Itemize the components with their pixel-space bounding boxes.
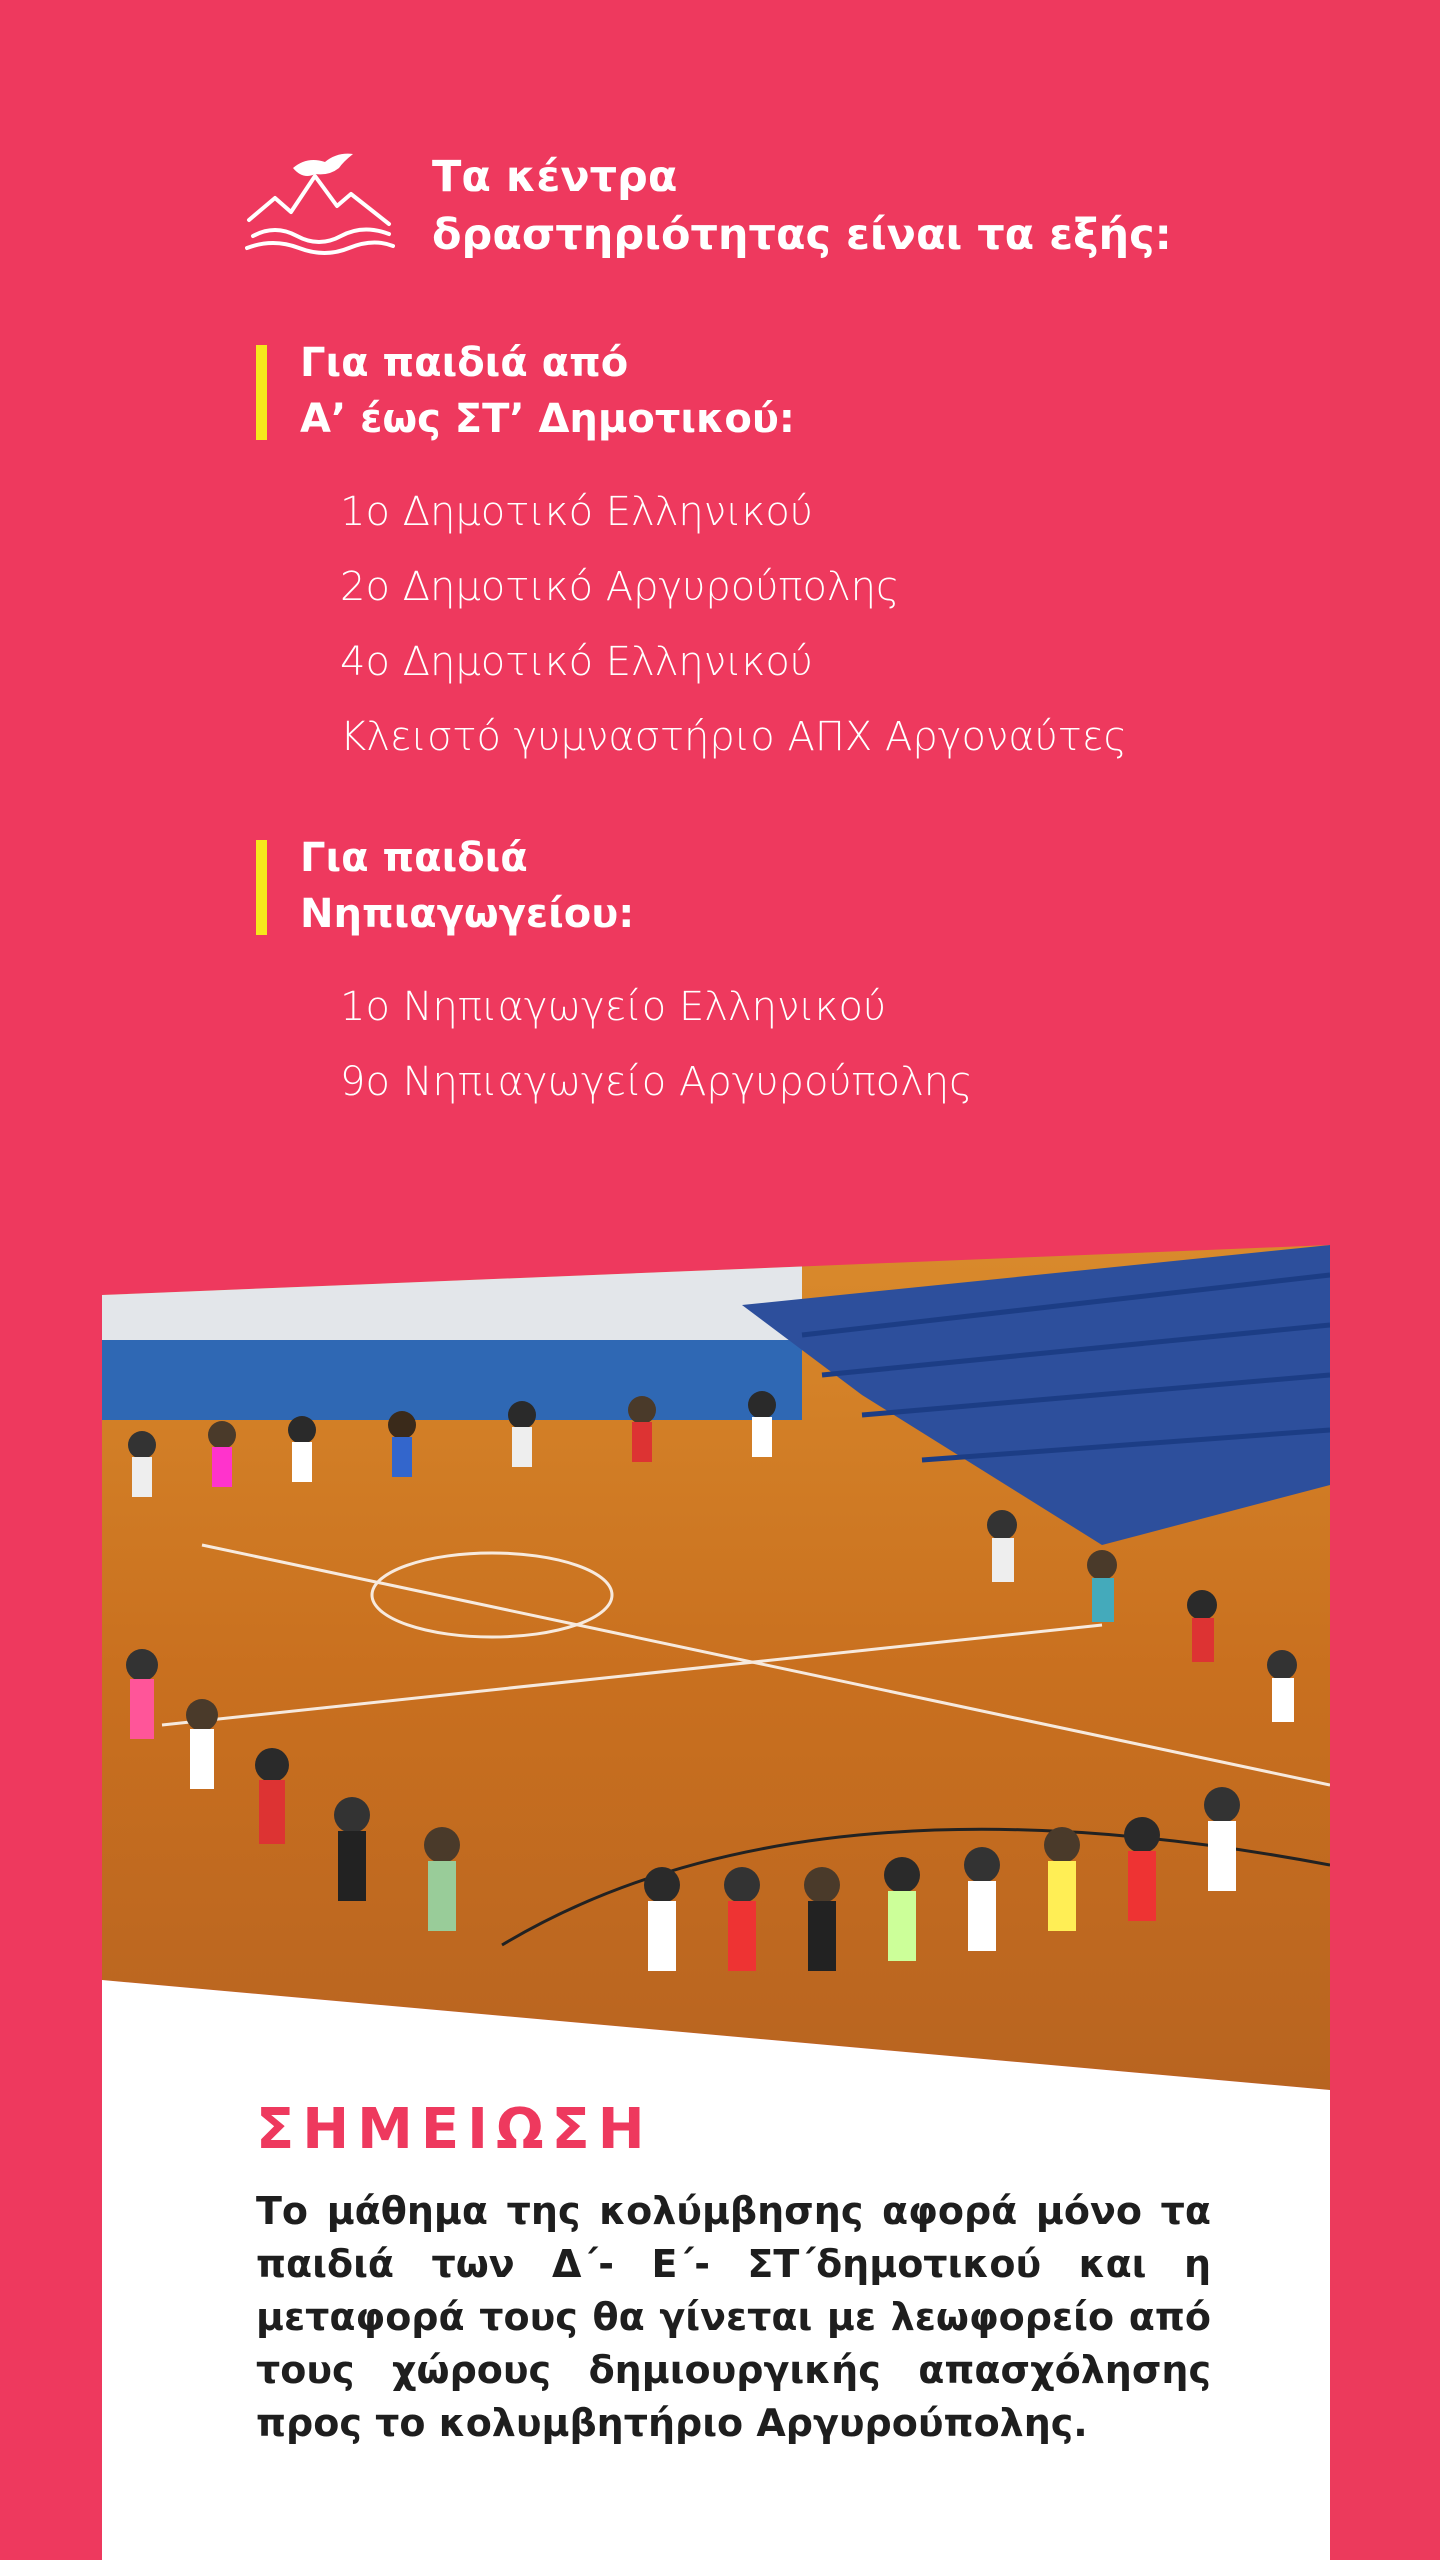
main-heading-line1: Τα κέντρα [432,152,678,202]
group-heading-line1: Για παιδιά από [300,340,629,386]
group-heading-line2: Νηπιαγωγείου: [300,891,635,937]
list-item: 9ο Νηπιαγωγείο Αργυρούπολης [340,1059,973,1105]
gymnasium-photo [102,1245,1330,2090]
note-body: Το μάθημα της κολύμβησης αφορά μόνο τα παιδιά των Δ΄- Ε΄- ΣΤ΄δημοτικού και η μεταφορά τους θα γίνεται με λεωφορείο από τους χώρους δημιουργικής απασχόλησης προς το κολυμβητήριο Αργυρούπολης. [256,2189,1211,2445]
group-heading-line2: Α’ έως ΣΤ’ Δημοτικού: [300,396,795,442]
main-heading [432,148,1252,264]
list-item: Κλειστό γυμναστήριο ΑΠΧ Αργοναύτες [340,714,1127,760]
note-title: ΣΗΜΕΙΩΣΗ [256,2097,653,2162]
list-item: 1ο Δημοτικό Ελληνικού [340,489,813,535]
list-item: 2ο Δημοτικό Αργυρούπολης [340,564,900,610]
kindergarten-centers-list [340,970,973,1120]
group-heading-line1: Για παιδιά [300,835,528,881]
list-item: 1ο Νηπιαγωγείο Ελληνικού [340,984,887,1030]
group-accent-bar [256,345,267,440]
group-heading-kindergarten [300,830,1000,942]
list-item: 4ο Δημοτικό Ελληνικού [340,639,813,685]
group-accent-bar [256,840,267,935]
primary-centers-list [340,475,1127,775]
dove-over-waves-icon [245,150,395,260]
main-heading-line2: δραστηριότητας είναι τα εξής: [432,210,1172,260]
right-edge-strip [1330,0,1440,2560]
group-heading-primary [300,335,1000,447]
